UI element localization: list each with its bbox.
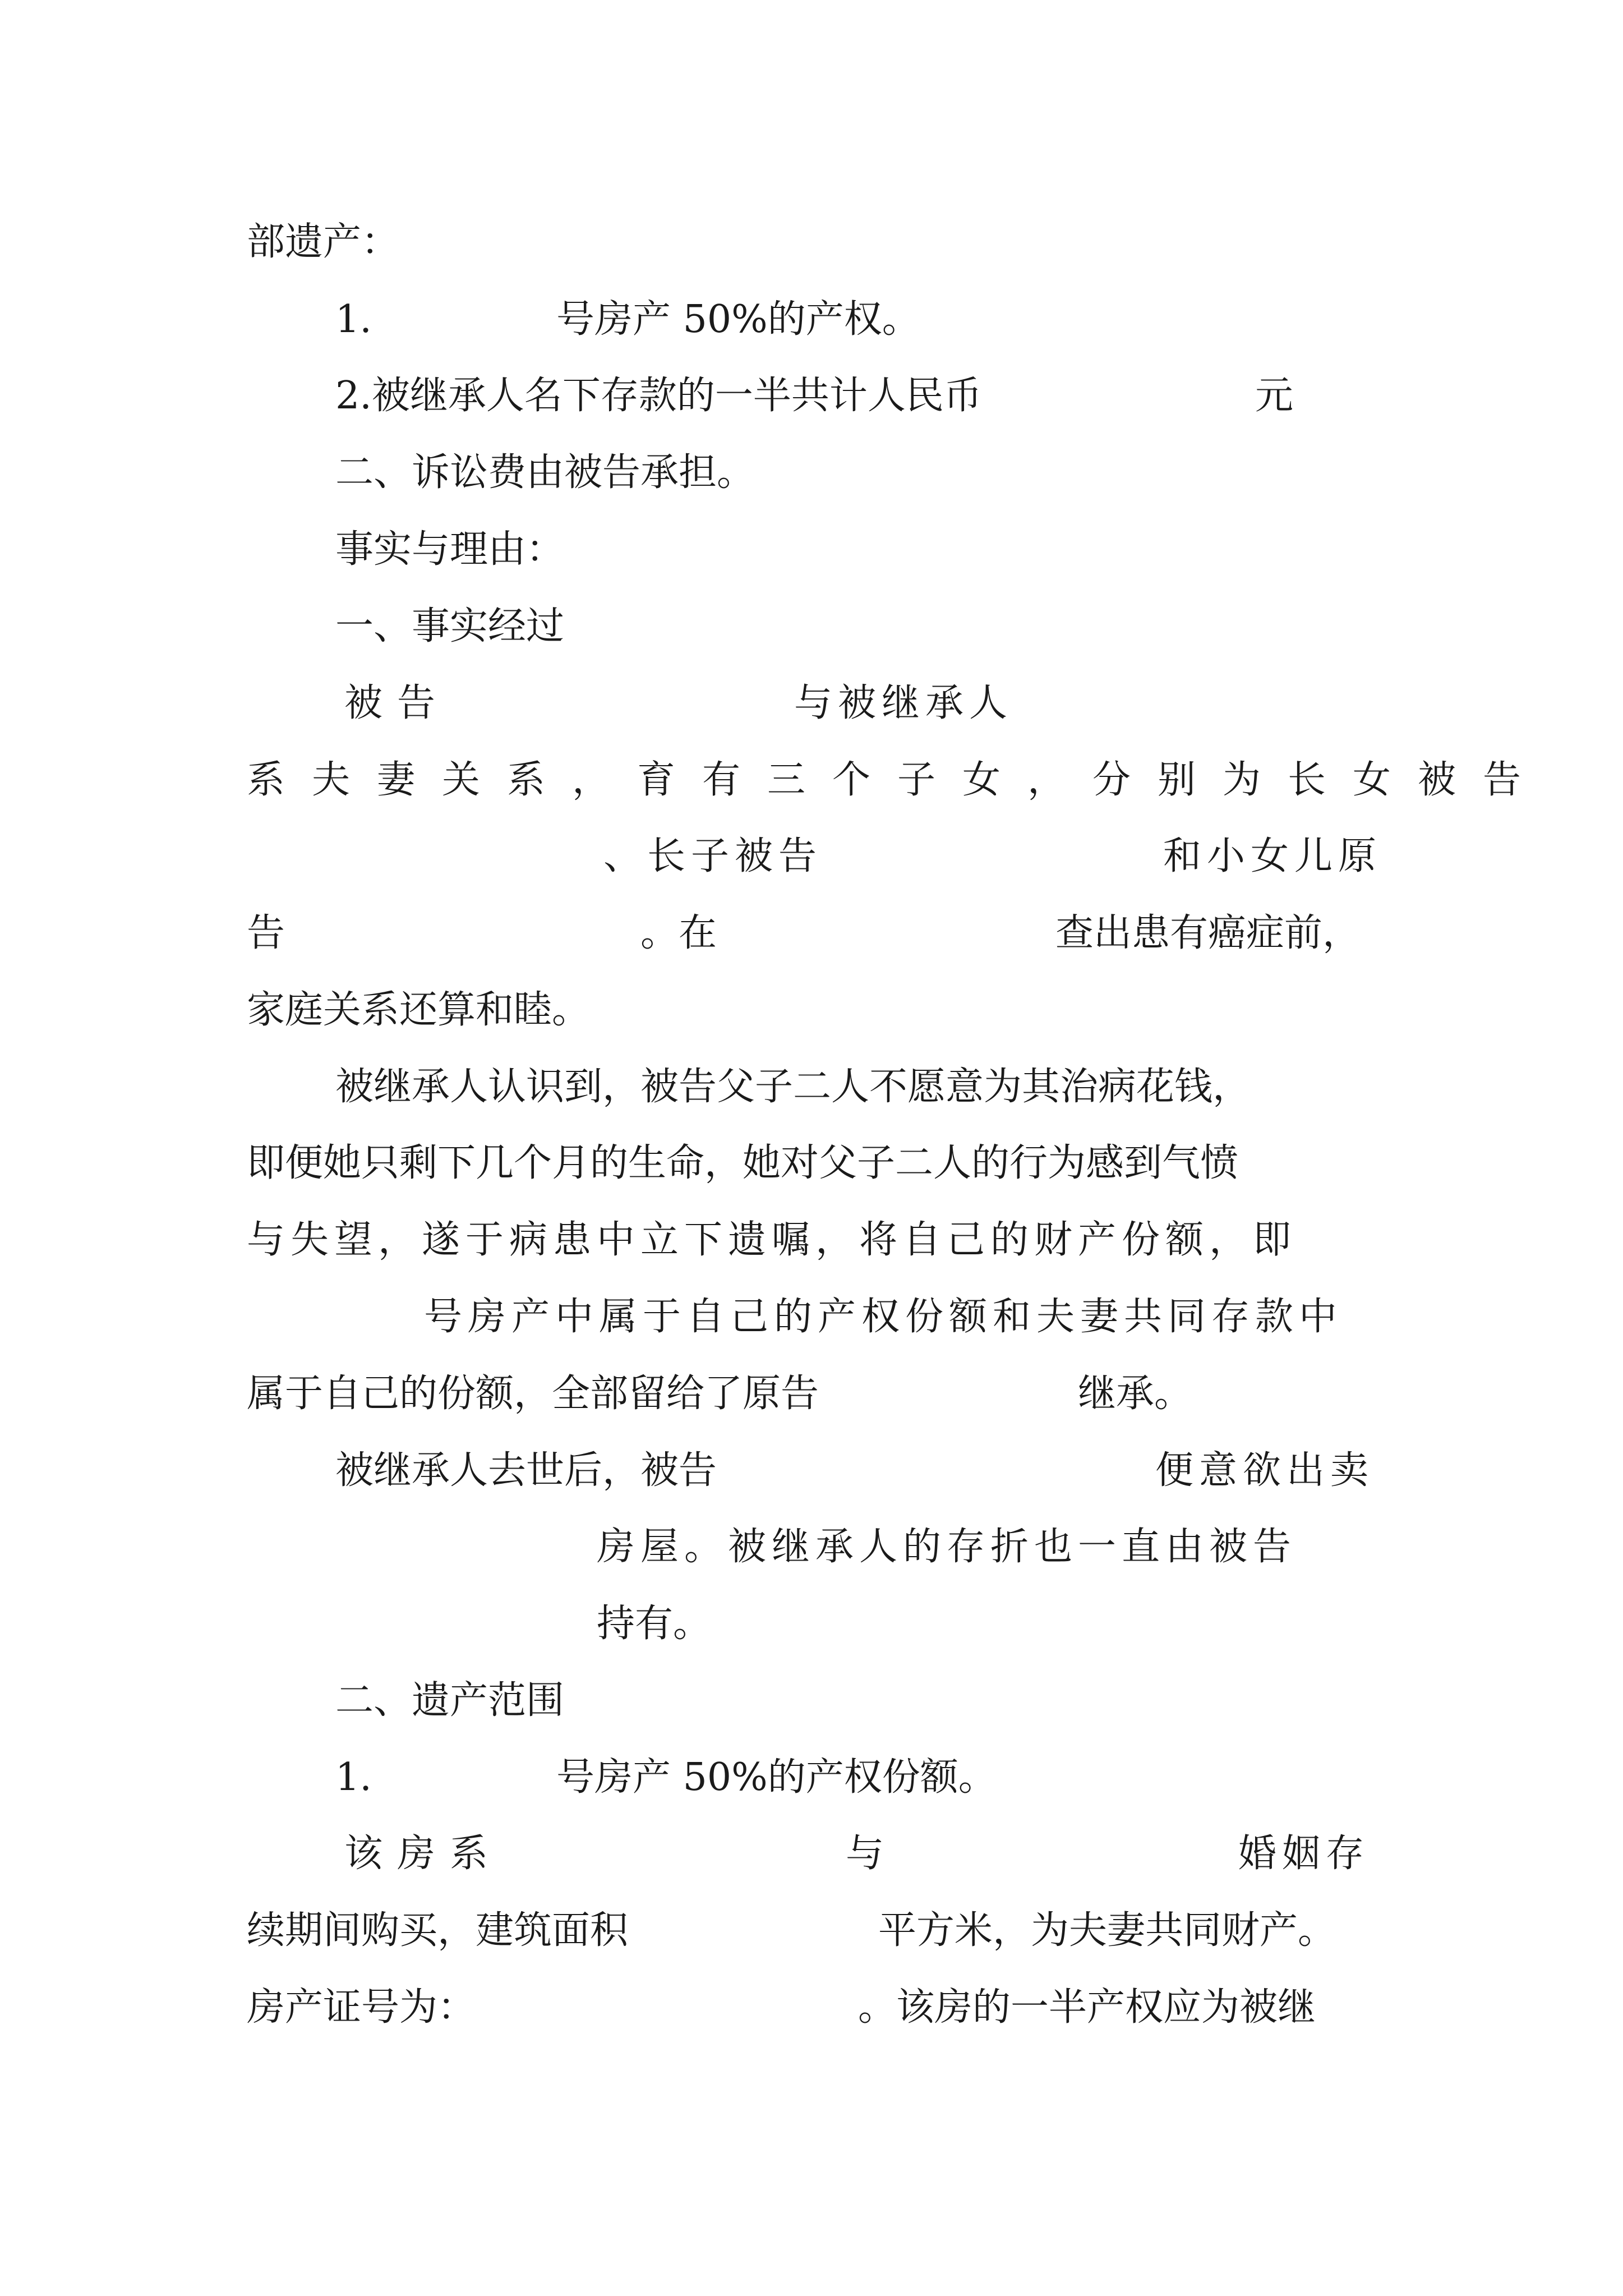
text-line: 该房系 — [344, 1832, 503, 1876]
text-line: 被告 — [344, 681, 450, 725]
text-line: 元 — [1255, 374, 1294, 418]
text-line: 家庭关系还算和睦。 — [247, 988, 591, 1032]
text-line: 1. — [335, 1755, 372, 1800]
text-line: 。在 — [640, 911, 717, 955]
text-line: 部遗产： — [247, 220, 400, 264]
text-line: 二、诉讼费由被告承担。 — [335, 450, 755, 495]
text-line: 号房产 50%的产权。 — [556, 297, 920, 342]
text-line: 号房产 50%的产权份额。 — [556, 1755, 997, 1800]
text-line: 婚姻存 — [1238, 1832, 1370, 1876]
text-line: 、长子被告 — [603, 834, 823, 878]
text-line: 房屋。被继承人的存折也一直由被告 — [597, 1525, 1297, 1569]
text-line: 房产证号为： — [247, 1985, 476, 2030]
text-line: 事实与理由： — [335, 527, 565, 572]
text-line: 与被继承人 — [794, 681, 1013, 725]
text-line: 属于自己的份额，全部留给了原告 — [247, 1372, 819, 1416]
text-line: 与失望，遂于病患中立下遗嘱，将自己的财产份额，即 — [247, 1218, 1297, 1262]
text-line: 平方米，为夫妻共同财产。 — [878, 1908, 1336, 1953]
text-line: 继承。 — [1078, 1372, 1193, 1416]
text-line: 被继承人去世后，被告 — [335, 1448, 717, 1493]
text-line: 1. — [335, 297, 372, 342]
text-line: 号房产中属于自己的产权份额和夫妻共同存款中 — [424, 1295, 1343, 1339]
text-line: 与 — [846, 1832, 884, 1876]
text-line: 系夫妻关系，育有三个子女，分别为长女被告 — [247, 758, 1548, 802]
text-line: 一、事实经过 — [335, 604, 565, 648]
text-line: 二、遗产范围 — [335, 1678, 565, 1723]
text-line: 查出患有癌症前， — [1055, 911, 1361, 955]
text-line: 续期间购买，建筑面积 — [247, 1908, 629, 1953]
text-line: 便意欲出卖 — [1155, 1448, 1375, 1493]
text-line: 和小女儿原 — [1163, 834, 1382, 878]
text-line: 即便她只剩下几个月的生命，她对父子二人的行为感到气愤 — [247, 1141, 1239, 1185]
text-line: 。该房的一半产权应为被继 — [858, 1985, 1316, 2030]
text-line: 告 — [247, 911, 285, 955]
text-line: 持有。 — [597, 1602, 712, 1646]
text-line: 被继承人认识到，被告父子二人不愿意为其治病花钱， — [335, 1065, 1251, 1109]
text-line: 2.被继承人名下存款的一半共计人民币 — [335, 374, 982, 418]
